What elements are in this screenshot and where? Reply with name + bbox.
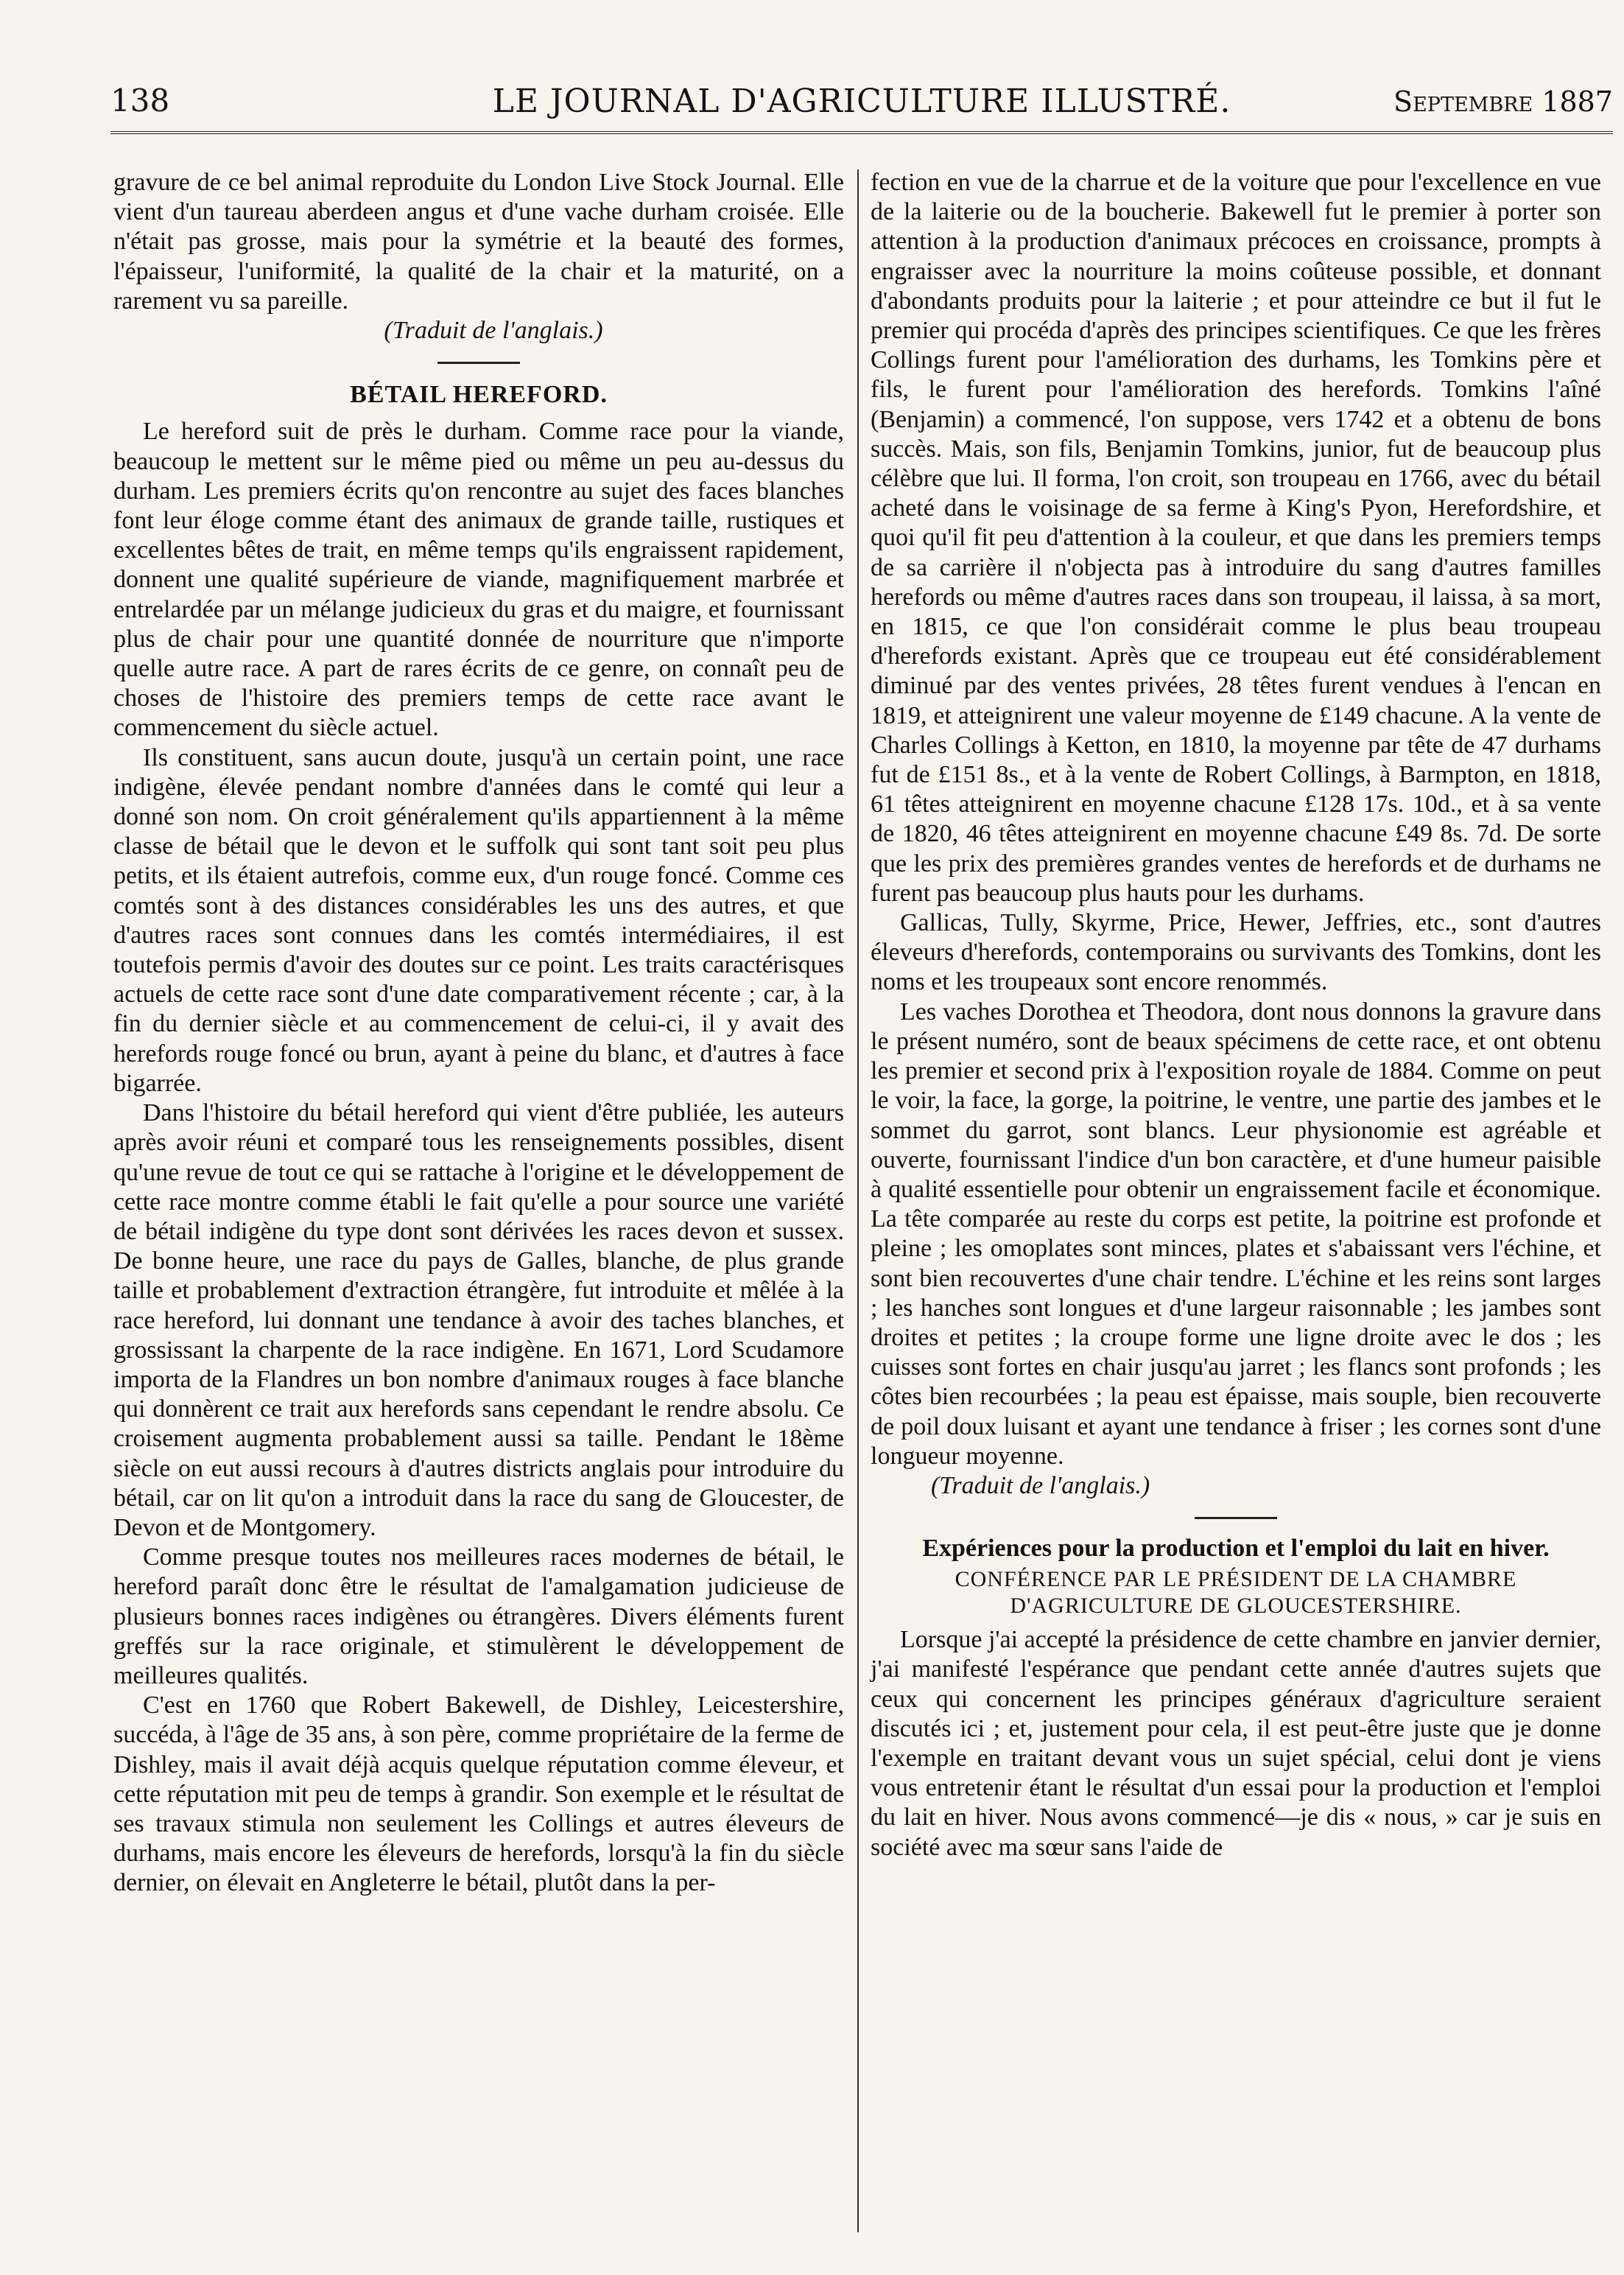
- section-divider: [437, 362, 520, 364]
- article-paragraph: Lorsque j'ai accepté la présidence de cette chambre en janvier dernier, j'ai manifesté l'espérance que pendant cette année d'autres sujets que ceux qui concernent les principes généraux d'agriculture seraient discutés ici ; et, justement pour cela, il est peut-être juste que je donne l'exemple en traitant devant vous un sujet spécial, celui dont je viens vous entretenir étant le résultat d'un essai pour la production et l'emploi du lait en hiver. Nous avons commencé—je dis « nous, » car je suis en société avec ma sœur sans l'aide de: [871, 1626, 1601, 1861]
- article-paragraph: C'est en 1760 que Robert Bakewell, de Dishley, Leicestershire, succéda, à l'âge de 35 ans, à son père, comme propriétaire de la ferme de Dishley, mais il avait déjà acquis quelque réputation comme éleveur, et cette réputation mit peu de temps à grandir. Son exemple et le résultat de ses travaux stimula non seulement les Collings et autres éleveurs de durhams, mais encore les éleveurs de herefords, lorsqu'à la fin du siècle dernier, on élevait en Angleterre le bétail, plutôt dans la per-: [113, 1692, 844, 1897]
- article-paragraph: fection en vue de la charrue et de la voiture que pour l'excellence en vue de la laiterie ou de la boucherie. Bakewell fut le premier à porter son attention à la production d'animaux précoces en croissance, prompts à engraisser avec la nourriture la moins coûteuse possible, et donnant d'abondants produits pour la laiterie ; et pour atteindre ce but il fut le premier qui procéda d'après des principes scientifiques. Ce que les frères Collings furent pour l'amélioration des durhams, les Tomkins père et fils, le furent pour l'amélioration des herefords. Tomkins l'aîné (Benjamin) a commencé, l'on suppose, vers 1742 et a obtenu de bons succès. Mais, son fils, Benjamin Tomkins, junior, fut de beaucoup plus célèbre que lui. Il forma, l'on croit, son troupeau en 1766, avec du bétail acheté dans le voisinage de sa ferme à King's Pyon, Herefordshire, et quoi qu'il fit peu d'attention à la couleur, et que dans les premiers temps de sa carrière il n'objecta pas à introduire du sang d'autres familles herefords ou même d'autres races dans son troupeau, il laissa, à sa mort, en 1815, ce que l'on considérait comme le plus beau troupeau d'herefords existant. Après que ce troupeau eut été considérablement diminué par des ventes privées, 28 têtes furent vendues à l'encan en 1819, et atteignirent une valeur moyenne de £149 chacune. A la vente de Charles Collings à Ketton, en 1810, la moyenne par tête de 47 durhams fut de £151 8s., et à la vente de Robert Collings, à Barmpton, en 1818, 61 têtes atteignirent en moyenne chacune £128 17s. 10d., et à sa vente de 1820, 46 têtes atteignirent en moyenne chacune £49 8s. 7d. De sorte que les prix des premières grandes ventes de herefords et de durhams ne furent pas beaucoup plus hauts pour les durhams.: [871, 169, 1601, 907]
- page-header: [110, 80, 1613, 134]
- article-paragraph: Ils constituent, sans aucun doute, jusqu'à un certain point, une race indigène, élevée pendant nombre d'années dans le comté qui leur a donné son nom. On croit généralement qu'ils appartiennent à la même classe de bétail que le devon et le suffolk qui sont tant soit peu plus petits, et ils étaient autrefois, comme eux, d'un rouge foncé. Comme ces comtés sont à des distances considérables les uns des autres, et que d'autres races sont connues dans les comtés intermédiaires, il est toutefois permis d'avoir des doutes sur ce point. Les traits caractérisques actuels de cette race sont d'une date comparativement récente ; car, à la fin du dernier siècle et au commencement de celui-ci, il y avait des herefords rouge foncé ou brun, ayant à peine du blanc, et d'autres à face bigarrée.: [113, 743, 844, 1097]
- right-column: [871, 168, 1601, 1862]
- section-heading-hereford: BÉTAIL HEREFORD.: [350, 381, 608, 409]
- section-heading-experiences: Expériences pour la production et l'emploi du lait en hiver.: [922, 1535, 1550, 1563]
- journal-title: LE JOURNAL D'AGRICULTURE ILLUSTRÉ.: [492, 83, 1231, 120]
- source-note: (Traduit de l'anglais.): [931, 1471, 1150, 1499]
- page-number: 138: [110, 83, 170, 119]
- article-paragraph: Comme presque toutes nos meilleures races modernes de bétail, le hereford paraît donc être le résultat de l'amalgamation judicieuse de plusieurs bonnes races indigènes ou étrangères. Divers éléments furent greffés sur la race originale, et stimulèrent le développement de meilleures qualités.: [113, 1543, 844, 1689]
- issue-date: Septembre 1887: [1393, 85, 1613, 118]
- column-rule: [857, 169, 859, 2232]
- section-subheading: D'AGRICULTURE DE GLOUCESTERSHIRE.: [1010, 1594, 1462, 1619]
- left-column: [113, 168, 844, 1899]
- article-paragraph: Dans l'histoire du bétail hereford qui vient d'être publiée, les auteurs après avoir réuni et comparé tous les renseignements possibles, disent qu'une revue de tout ce qui se rattache à l'origine et le développement de cette race montre comme établi le fait qu'elle a pour source une variété de bétail indigène du type dont sont dérivées les races devon et sussex. De bonne heure, une race du pays de Galles, blanche, de plus grande taille et probablement d'extraction étrangère, fut introduite et mêlée à la race hereford, lui donnant une tendance à avoir des taches blanches, et grossissant la charpente de la race indigène. En 1671, Lord Scudamore importa de la Flandres un bon nombre d'animaux rouges à face blanche qui donnèrent ce trait aux herefords sans cependant le rendre absolu. Ce croisement augmenta probablement aussi sa taille. Pendant le 18ème siècle on eut aussi recours à d'autres districts anglais pour introduire du bétail, car on lit qu'on a introduit dans la race du sang de Gloucester, de Devon et de Montgomery.: [113, 1099, 844, 1541]
- section-subheading: CONFÉRENCE PAR LE PRÉSIDENT DE LA CHAMBRE: [955, 1567, 1517, 1592]
- article-paragraph: Gallicas, Tully, Skyrme, Price, Hewer, Jeffries, etc., sont d'autres éleveurs d'herefords, contemporains ou survivants des Tomkins, dont les noms et les troupeaux sont encore renommés.: [871, 909, 1601, 996]
- section-divider: [1195, 1517, 1277, 1519]
- article-paragraph: Les vaches Dorothea et Theodora, dont nous donnons la gravure dans le présent numéro, sont de beaux spécimens de cette race, et ont obtenu les premier et second prix à l'exposition royale de 1884. Comme on peut le voir, la face, la gorge, la poitrine, le ventre, une partie des jambes et le sommet du garrot, sont blancs. Leur physionomie est agréable et ouverte, fournissant l'indice d'un bon caractère, et d'une humeur paisible à qualité essentielle pour obtenir un engraissement facile et économique. La tête comparée au reste du corps est petite, la poitrine est profonde et pleine ; les omoplates sont minces, plates et s'abaissant vers l'échine, et sont bien recouvertes d'une chair tendre. L'échine et les reins sont larges ; les hanches sont longues et d'une largeur raisonnable ; les jambes sont droites et petites ; la croupe forme une ligne droite avec le dos ; les cuisses sont fortes en chair jusqu'au jarret ; les flancs sont profonds ; les côtes bien recourbées ; la peau est épaisse, mais souple, bien recouverte de poil doux luisant et ayant une tendance à friser ; les cornes sont d'une longueur moyenne.: [871, 998, 1601, 1470]
- source-note: (Traduit de l'anglais.): [384, 317, 603, 345]
- opening-paragraph: gravure de ce bel animal reproduite du London Live Stock Journal. Elle vient d'un taureau aberdeen angus et d'une vache durham croisée. Elle n'était pas grosse, mais pour la symétrie et la beauté des formes, l'épaisseur, l'uniformité, la qualité de la chair et la maturité, on a rarement vu sa pareille.: [113, 169, 844, 315]
- article-paragraph: Le hereford suit de près le durham. Comme race pour la viande, beaucoup le mettent sur le même pied ou même un peu au-dessus du durham. Les premiers écrits qu'on rencontre au sujet des faces blanches font leur éloge comme étant des animaux de grande taille, rustiques et excellentes bêtes de trait, en même temps qu'ils engraissent rapidement, donnent une qualité supérieure de viande, magnifiquement marbrée et entrelardée par un mélange judicieux du gras et du maigre, et fournissant plus de chair pour une quantité donnée de nourriture que n'importe quelle autre race. A part de rares écrits de ce genre, on connaît peu de choses de l'histoire des premiers temps de cette race avant le commencement du siècle actuel.: [113, 418, 844, 742]
